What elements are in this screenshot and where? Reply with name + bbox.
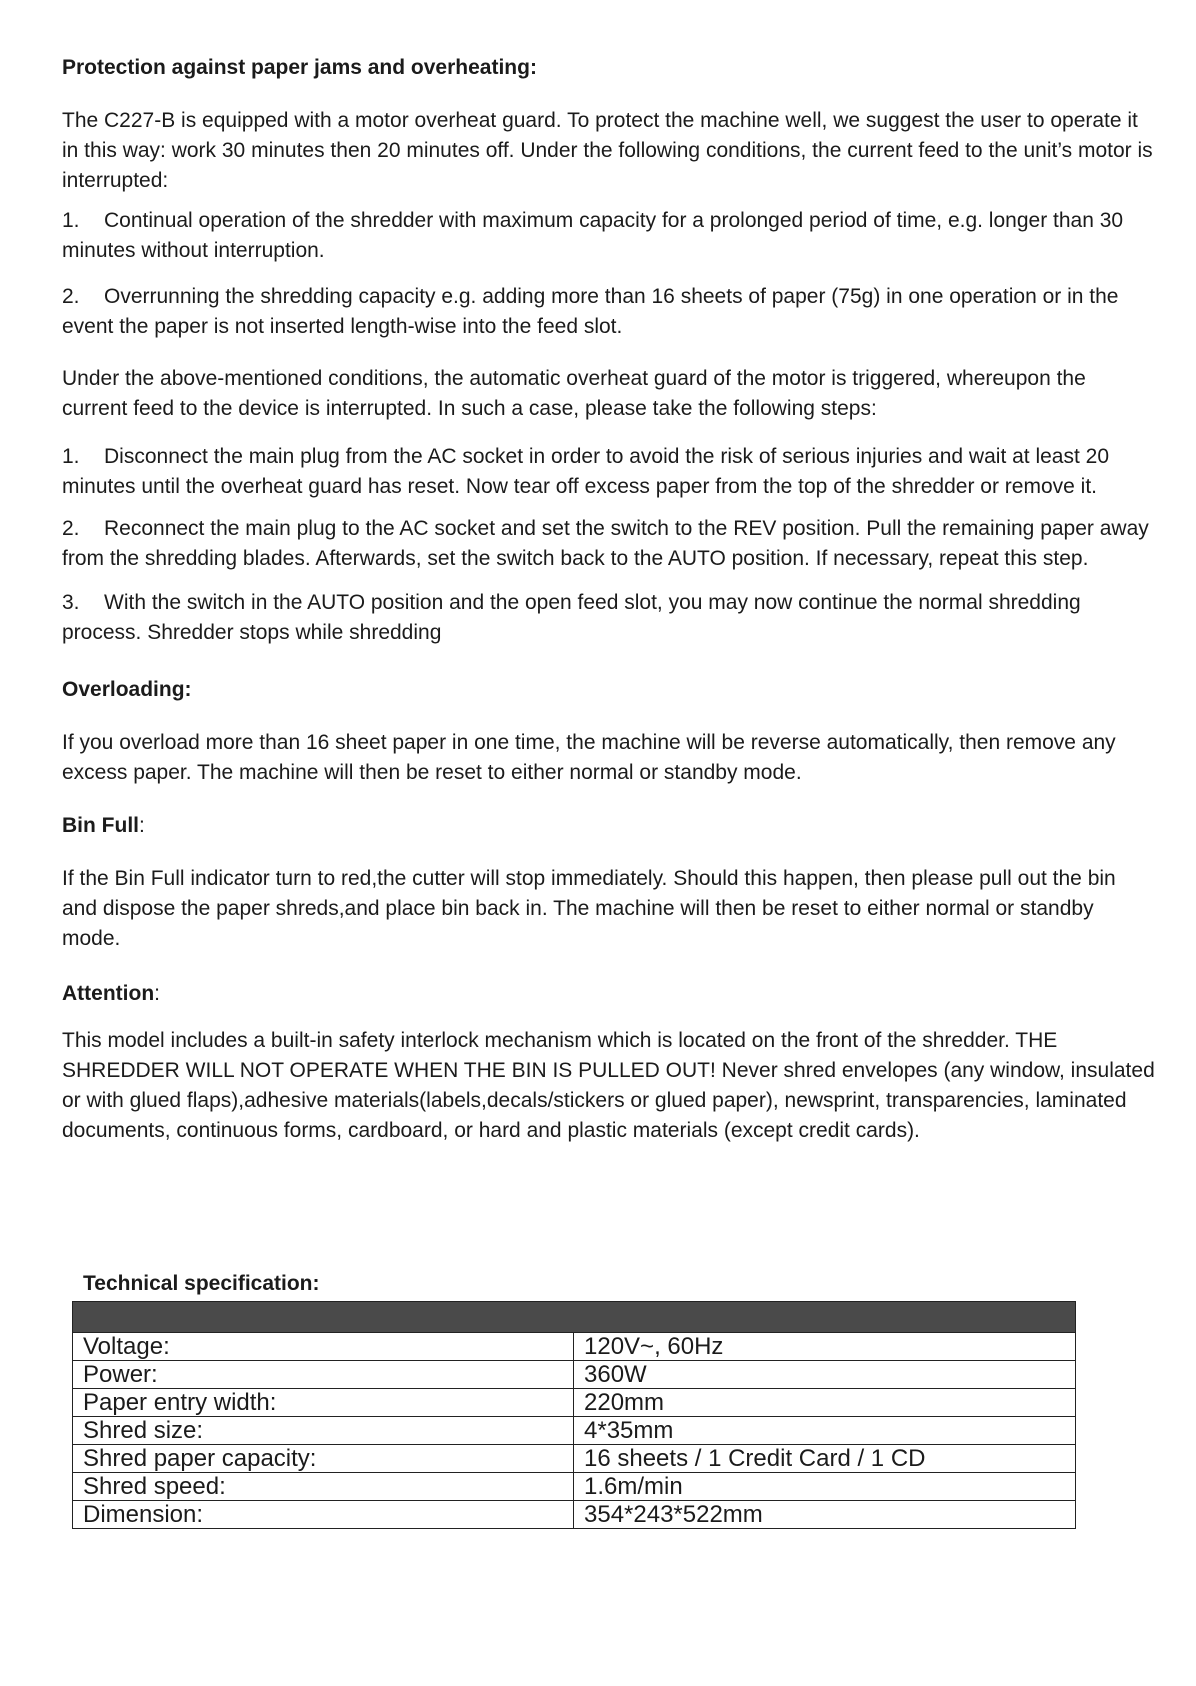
step-text: Reconnect the main plug to the AC socket and set the switch to the REV position. Pull the remaining paper away from the shredding blades. Afterwards, set the switch back to the AUTO position. If necessary, repeat this step. xyxy=(62,517,1149,570)
spec-label: Shred speed: xyxy=(73,1473,574,1501)
overloading-heading: Overloading: xyxy=(62,678,192,701)
step-item xyxy=(62,442,1156,502)
bin-full-heading xyxy=(62,812,1156,840)
condition-text: Continual operation of the shredder with maximum capacity for a prolonged period of time, e.g. longer than 30 minutes without interruption. xyxy=(62,209,1124,262)
spec-label: Dimension: xyxy=(73,1501,574,1529)
table-row xyxy=(73,1501,1076,1529)
table-row xyxy=(73,1473,1076,1501)
spec-value: 360W xyxy=(574,1361,1076,1389)
table-row xyxy=(73,1361,1076,1389)
list-number: 2. xyxy=(62,285,80,308)
table-row xyxy=(73,1417,1076,1445)
list-number: 1. xyxy=(62,445,80,468)
protection-heading: Protection against paper jams and overheating: xyxy=(62,56,537,79)
table-row xyxy=(73,1333,1076,1361)
spec-table xyxy=(72,1301,1076,1529)
spec-label: Shred paper capacity: xyxy=(73,1445,574,1473)
step-text: Disconnect the main plug from the AC socket in order to avoid the risk of serious injuries and wait at least 20 minutes until the overheat guard has reset. Now tear off excess paper from the top of the shredder or remove it. xyxy=(62,445,1110,498)
document-page xyxy=(62,54,1156,1146)
spec-title: Technical specification: xyxy=(83,1272,320,1295)
protection-under-conditions: Under the above-mentioned conditions, the automatic overheat guard of the motor is triggered, whereupon the current feed to the device is interrupted. In such a case, please take the following steps: xyxy=(62,367,1086,420)
table-row xyxy=(73,1445,1076,1473)
condition-item xyxy=(62,282,1156,342)
condition-item xyxy=(62,206,1156,266)
spec-value: 16 sheets / 1 Credit Card / 1 CD xyxy=(574,1445,1076,1473)
spec-label: Power: xyxy=(73,1361,574,1389)
spec-value: 354*243*522mm xyxy=(574,1501,1076,1529)
spec-header-row xyxy=(73,1302,1076,1333)
table-row xyxy=(73,1389,1076,1417)
spec-value: 4*35mm xyxy=(574,1417,1076,1445)
protection-intro: The C227-B is equipped with a motor overheat guard. To protect the machine well, we suggest the user to operate it in this way: work 30 minutes then 20 minutes off. Under the following conditions, the current feed to the unit’s motor is interrupted: xyxy=(62,109,1153,192)
spec-header-bar xyxy=(73,1302,1076,1333)
step-text: With the switch in the AUTO position and the open feed slot, you may now continue the normal shredding process. Shredder stops while shredding xyxy=(62,591,1081,644)
attention-colon: : xyxy=(154,982,160,1005)
attention-heading-text: Attention xyxy=(62,982,155,1005)
attention-heading xyxy=(62,980,1156,1008)
list-number: 1. xyxy=(62,209,80,232)
spec-label: Paper entry width: xyxy=(73,1389,574,1417)
step-item xyxy=(62,588,1156,648)
spec-value: 220mm xyxy=(574,1389,1076,1417)
bin-full-heading-text: Bin Full xyxy=(62,814,139,837)
bin-full-text: If the Bin Full indicator turn to red,the cutter will stop immediately. Should this happen, then please pull out the bin and dispose the paper shreds,and place bin back in. The machine will then be reset to either normal or standby mode. xyxy=(62,867,1116,950)
spec-label: Shred size: xyxy=(73,1417,574,1445)
spec-value: 120V~, 60Hz xyxy=(574,1333,1076,1361)
bin-full-colon: : xyxy=(139,814,145,837)
list-number: 2. xyxy=(62,517,80,540)
condition-text: Overrunning the shredding capacity e.g. adding more than 16 sheets of paper (75g) in one operation or in the event the paper is not inserted length-wise into the feed slot. xyxy=(62,285,1119,338)
spec-label: Voltage: xyxy=(73,1333,574,1361)
list-number: 3. xyxy=(62,591,80,614)
overloading-text: If you overload more than 16 sheet paper in one time, the machine will be reverse automatically, then remove any excess paper. The machine will then be reset to either normal or standby mode. xyxy=(62,731,1116,784)
spec-value: 1.6m/min xyxy=(574,1473,1076,1501)
step-item xyxy=(62,514,1156,574)
attention-text: This model includes a built-in safety interlock mechanism which is located on the front of the shredder. THE SHREDDER WILL NOT OPERATE WHEN THE BIN IS PULLED OUT! Never shred envelopes (any window, insulated or with glued flaps),adhesive materials(labels,decals/stickers or glued paper), newsprint, transparencies, laminated documents, continuous forms, cardboard, or hard and plastic materials (except credit cards). xyxy=(62,1029,1155,1142)
